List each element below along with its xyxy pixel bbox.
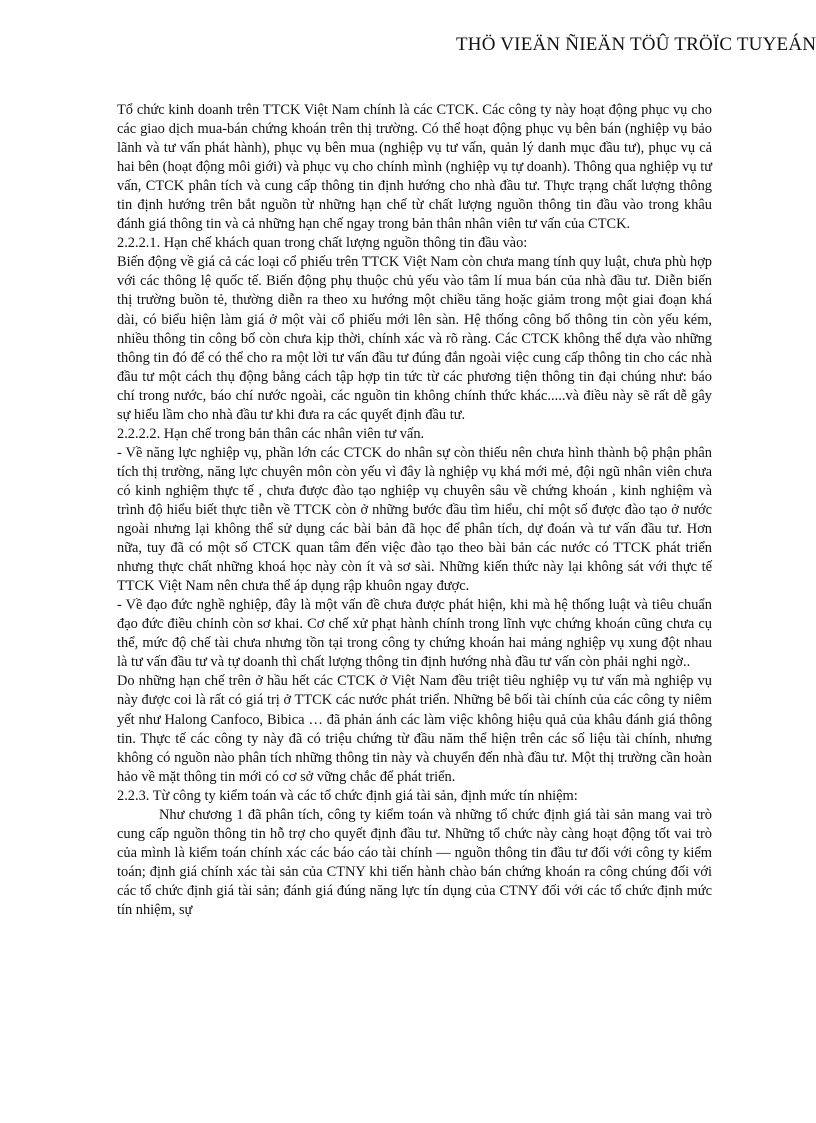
paragraph-consequences: Do những hạn chế trên ở hầu hết các CTCK ở Việt Nam đều triệt tiêu nghiệp vụ tư vấn mà nghiệp vụ này được coi là rất có giá trị ở TTCK các nước phát triển. Những bê bối tài chính của các công ty niêm yết như Halong Canfoco, Bibica … đã phản ánh các làm việc không hiệu quả của khâu đánh giá thông tin. Thực tế các công ty này đã có triệu chứng từ đầu năm thể hiện trên các số liệu tài chính, nhưng không có nguồn nào phân tích những thông tin này và chuyển đến nhà đầu tư. Một thị trường cần hoàn hảo về mặt thông tin mới có cơ sở vững chắc để phát triển. bbox=[117, 673, 712, 785]
paragraph-intro: Tổ chức kinh doanh trên TTCK Việt Nam chính là các CTCK. Các công ty này hoạt động phục vụ cho các giao dịch mua-bán chứng khoán trên thị trường. Có thể hoạt động phục vụ bên bán (nghiệp vụ bảo lãnh và tư vấn phát hành), phục vụ bên mua (nghiệp vụ tư vấn, quản lý danh mục đầu tư), phục vụ cả hai bên (hoạt động môi giới) và phục vụ cho chính mình (nghiệp vụ tự doanh). Thông qua nghiệp vụ tư vấn, CTCK phân tích và cung cấp thông tin định hướng cho nhà đầu tư. Thực trạng chất lượng thông tin định hướng trên bắt nguồn từ những hạn chế từ chất lượng nguồn thông tin đầu vào trong khâu đánh giá thông tin và cả những hạn chế ngay trong bản thân nhân viên tư vấn của CTCK. bbox=[117, 102, 712, 233]
paragraph-objective-limits: Biến động về giá cả các loại cổ phiếu trên TTCK Việt Nam còn chưa mang tính quy luật, chưa phù hợp với các thông lệ quốc tế. Biến động phụ thuộc chủ yếu vào tâm lí mua bán của nhà đầu tư. Diễn biến thị trường buồn tẻ, thường diễn ra theo xu hướng một chiều tăng hoặc giảm trong một giai đoạn khá dài, có biểu hiện làm giá ở một vài cổ phiếu mới lên sàn. Hệ thống công bố thông tin còn yếu kém, nhiều thông tin công bố còn chưa kịp thời, chính xác và rõ ràng. Các CTCK không thể dựa vào những thông tin đó để có thể cho ra một lời tư vấn đầu tư đúng đắn ngoài việc cung cấp thông tin cho các nhà đầu tư một cách thụ động bằng cách tập hợp tin tức từ các phương tiện thông tin đại chúng như: báo chí trong nước, báo chí nước ngoài, các nguồn tin không chính thức khác.....và điều này sẽ rất dễ gây sự hiểu lầm cho nhà đầu tư khi đưa ra các quyết định đầu tư. bbox=[117, 254, 712, 423]
document-body bbox=[117, 101, 712, 920]
paragraph-professional-ethics: - Về đạo đức nghề nghiệp, đây là một vấn đề chưa được phát hiện, khi mà hệ thống luật và tiêu chuẩn đạo đức điều chỉnh còn sơ khai. Cơ chế xử phạt hành chính trong lĩnh vực chứng khoán cũng chưa cụ thể, mức độ chế tài chưa nhưng tồn tại trong công ty chứng khoán hai mảng nghiệp vụ xung đột nhau là tư vấn đầu tư và tự doanh thì chất lượng thông tin định hướng nhà đầu tư vấn còn phải nghi ngờ.. bbox=[117, 597, 712, 671]
paragraph-professional-capacity: - Về năng lực nghiệp vụ, phần lớn các CTCK do nhân sự còn thiếu nên chưa hình thành bộ phận phân tích thị trường, năng lực chuyên môn còn yếu vì đây là nghiệp vụ khá mới mẻ, đội ngũ nhân viên chưa có kinh nghiệm thực tế , chưa được đào tạo nghiệp vụ chuyên sâu về chứng khoán , kinh nghiệm và trình độ hiểu biết thực tiễn về TTCK còn ở những bước đầu tìm hiểu, chỉ một số được đào tạo ở nước ngoài nhưng lại không thể sử dụng các bài bản đã học để phân tích, dự đoán và tư vấn đầu tư. Hơn nữa, tuy đã có một số CTCK quan tâm đến việc đào tạo theo bài bản các nước có TTCK phát triển nhưng thực chất những khoá học này còn ít và sơ sài. Những kiến thức này lại không sát với thực tế TTCK Việt Nam nên chưa thể áp dụng rập khuôn ngay được. bbox=[117, 444, 712, 595]
section-heading-2-2-2-1: 2.2.2.1. Hạn chế khách quan trong chất lượng nguồn thông tin đầu vào: bbox=[117, 235, 528, 252]
paragraph-audit-valuation: Như chương 1 đã phân tích, công ty kiểm toán và những tổ chức định giá tài sản mang vai trò cung cấp nguồn thông tin hỗ trợ cho quyết định đầu tư. Những tổ chức này càng hoạt động tốt vai trò của mình là kiểm toán chính xác các báo cáo tài chính — nguồn thông tin đầu tư đối với công ty kiểm toán; định giá chính xác tài sản của CTNY khi tiến hành chào bán chứng khoán ra công chúng đối với các tổ chức định giá tài sản; đánh giá đúng năng lực tín dụng của CTNY đối với các tổ chức định mức tín nhiệm, sự bbox=[117, 806, 712, 918]
page-header: THÖ VIEÄN ÑIEÄN TÖÛ TRÖÏC TUYEÁN bbox=[456, 34, 816, 55]
section-heading-2-2-3: 2.2.3. Từ công ty kiểm toán và các tổ chức định giá tài sản, định mức tín nhiệm: bbox=[117, 787, 578, 804]
section-heading-2-2-2-2: 2.2.2.2. Hạn chế trong bản thân các nhân viên tư vấn. bbox=[117, 425, 425, 442]
